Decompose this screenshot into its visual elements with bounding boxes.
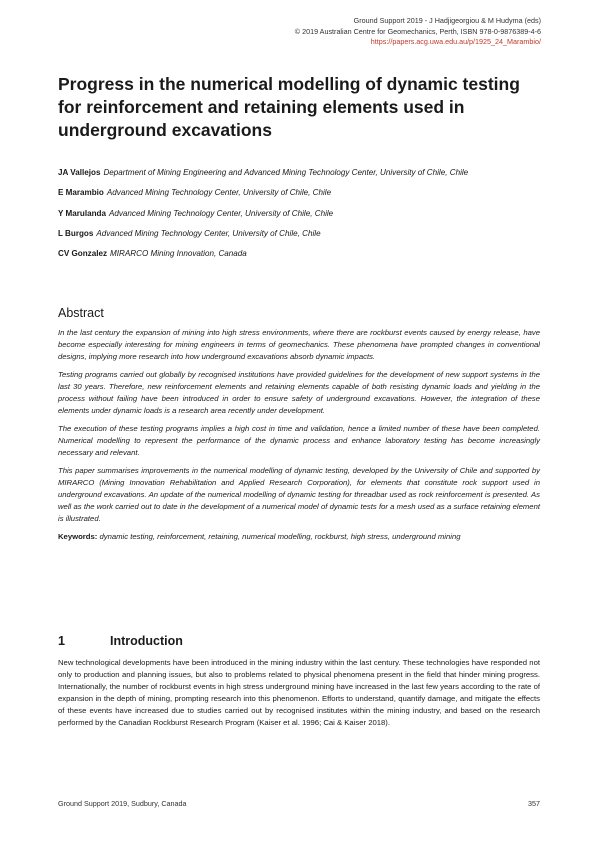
author-entry <box>58 228 540 240</box>
section-heading-introduction <box>58 633 183 649</box>
page-footer <box>58 799 540 809</box>
author-name: E Marambio <box>58 188 104 198</box>
author-name: JA Vallejos <box>58 168 101 177</box>
abstract-paragraph: This paper summarises improvements in the numerical modelling of dynamic testing, developed by the University of Chile and supported by MIRARCO (Mining Innovation Rehabilitation and Applied Research Corporation), for elements that constitute rock support used in underground excavations. An update of the numerical modelling of dynamic testing for threadbar used as rock reinforcement is presented. As well as the work carried out to date in the development of a numerical model of dynamic tests for a mesh used as a surface retaining element is illustrated. <box>58 466 540 523</box>
author-affiliation: Advanced Mining Technology Center, University of Chile, Chile <box>96 228 321 238</box>
author-affiliation: MIRARCO Mining Innovation, Canada <box>110 249 247 259</box>
author-entry <box>58 208 540 220</box>
author-affiliation: Department of Mining Engineering and Advanced Mining Technology Center, University of Chile, Chile <box>103 168 469 177</box>
author-affiliation: Advanced Mining Technology Center, University of Chile, Chile <box>108 208 334 218</box>
abstract-paragraph: The execution of these testing programs implies a high cost in time and validation, hence a limited number of these have been completed. Numerical modelling to represent the performance of the dynamic process and enhance laboratory testing has become increasingly necessary and relevant. <box>58 424 540 457</box>
keywords-list: dynamic testing, reinforcement, retaining, numerical modelling, rockburst, high stress, underground mining <box>99 532 461 541</box>
author-entry <box>58 167 540 179</box>
abstract-paragraph: In the last century the expansion of mining into high stress environments, where there are rockburst events caused by energy release, have become especially interesting for mining engineers in terms of geomechanics. These phenomena have prompted changes in conventional designs, implying more research into how underground excavations absorb dynamic impacts. <box>58 328 540 361</box>
author-list <box>58 167 540 268</box>
running-header <box>295 16 541 48</box>
paper-title: Progress in the numerical modelling of dynamic testing for reinforcement and retaining elements used in underground excavations <box>58 74 520 140</box>
header-doi-link[interactable]: https://papers.acg.uwa.edu.au/p/1925_24_Marambio/ <box>370 37 541 46</box>
keywords <box>58 531 540 543</box>
author-name: Y Marulanda <box>58 208 106 218</box>
header-proceedings: Ground Support 2019 - J Hadjigeorgiou & M Hudyma (eds) <box>353 16 541 25</box>
footer-conference: Ground Support 2019, Sudbury, Canada <box>58 799 187 808</box>
header-copyright: © 2019 Australian Centre for Geomechanics, Perth, ISBN 978-0-9876389-4-6 <box>294 26 541 36</box>
author-name: CV Gonzalez <box>58 249 108 259</box>
page-number: 357 <box>528 799 540 808</box>
author-name: L Burgos <box>58 228 94 238</box>
abstract-paragraph: Testing programs carried out globally by recognised institutions have provided guidelines for the development of new support systems in the last 30 years. Therefore, new reinforcement elements and retaining elements capable of both resisting dynamic loads and yielding in the process without failing have been introduced in order to ensure safety of underground excavations. However, the integration of these elements under dynamic loads is a research area recently under development. <box>58 370 540 415</box>
author-entry <box>58 187 540 199</box>
introduction-paragraph: New technological developments have been introduced in the mining industry within the last century. These technologies have responded not only to production and planning issues, but also to problems related to physical phenomena present in the field that hinder mining progress. Internationally, the number of rockburst events in high stress underground mining have increased in the last few years according to the rate of expansion in the depth of mining, prompting research into this phenomenon. Efforts to understand, quantify damage, and mitigate the effects of these events have increased due to studies carried out by recognised institutes within the mining industry, and based on the research performed by the Canadian Rockburst Research Program (Kaiser et al. 1996; Cai & Kaiser 2018). <box>58 658 540 727</box>
abstract-body <box>58 327 540 549</box>
keywords-label: Keywords: <box>58 532 98 541</box>
author-affiliation: Advanced Mining Technology Center, University of Chile, Chile <box>106 188 332 198</box>
abstract-heading: Abstract <box>58 306 104 320</box>
section-number: 1 <box>58 634 65 648</box>
section-title: Introduction <box>110 634 183 648</box>
author-entry <box>58 248 540 260</box>
